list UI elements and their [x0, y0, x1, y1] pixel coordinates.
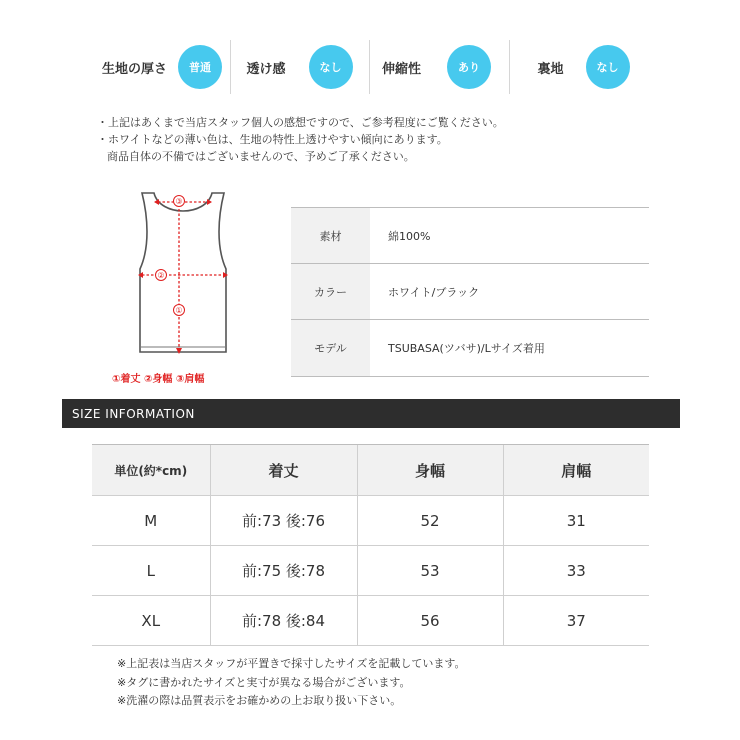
measurement-legend: ①着丈 ②身幅 ③肩幅: [112, 374, 205, 385]
length-value: 前:78 後:84: [210, 596, 357, 646]
spec-value: ホワイト/ブラック: [388, 285, 480, 299]
table-row: [92, 596, 649, 646]
spec-key: カラー: [291, 264, 370, 319]
size-table: [92, 444, 649, 646]
note-line: 商品自体の不備ではございませんので、予めご了承ください。: [107, 150, 415, 163]
note-line: ※洗濯の際は品質表示をお確かめの上お取り扱い下さい。: [117, 694, 402, 707]
size-label: XL: [92, 596, 210, 646]
spec-row-material: [291, 208, 649, 264]
note-line: ・上記はあくまで当店スタッフ個人の感想ですので、ご参考程度にご覧ください。: [97, 116, 504, 129]
fabric-attributes: [90, 38, 648, 96]
header-length: 着丈: [210, 445, 357, 496]
header-unit: 単位(約*cm): [92, 445, 210, 496]
length-value: 前:75 後:78: [210, 546, 357, 596]
table-row: [92, 546, 649, 596]
attr-stretch-label: 伸縮性: [382, 61, 422, 77]
table-row: [92, 496, 649, 546]
size-table-header-row: [92, 445, 649, 496]
size-label: L: [92, 546, 210, 596]
marker-3: ③: [175, 197, 183, 206]
arrow-down-icon: [176, 348, 182, 354]
spec-row-model: [291, 320, 649, 377]
attr-lining-label: 裏地: [537, 61, 564, 77]
size-label: M: [92, 496, 210, 546]
body-width-value: 56: [357, 596, 503, 646]
spec-row-color: [291, 264, 649, 320]
attr-thickness: [90, 38, 230, 96]
body-width-value: 53: [357, 546, 503, 596]
size-information-header: SIZE INFORMATION: [62, 399, 680, 428]
note-line: ※タグに書かれたサイズと実寸が異なる場合がございます。: [117, 675, 411, 689]
spec-table: [291, 207, 649, 377]
spec-value: TSUBASA(ツバサ)/Lサイズ着用: [388, 342, 545, 355]
marker-2: ②: [157, 271, 165, 280]
marker-1: ①: [175, 306, 183, 315]
garment-outline: [140, 193, 226, 352]
spec-value: 綿100%: [388, 229, 431, 243]
attr-transparency: [230, 38, 370, 96]
body-width-value: 52: [357, 496, 503, 546]
attr-transparency-label: 透け感: [246, 61, 286, 77]
notes-bottom: [117, 655, 465, 711]
attr-lining-badge: なし: [586, 45, 630, 89]
spec-key: 素材: [291, 208, 370, 263]
length-value: 前:73 後:76: [210, 496, 357, 546]
header-shoulder-width: 肩幅: [503, 445, 649, 496]
spec-key: モデル: [291, 320, 370, 376]
header-body-width: 身幅: [357, 445, 503, 496]
shoulder-width-value: 33: [503, 546, 649, 596]
measurement-diagram: [128, 187, 238, 387]
shoulder-width-value: 31: [503, 496, 649, 546]
note-line: ※上記表は当店スタッフが平置きで採寸したサイズを記載しています。: [117, 657, 466, 670]
attr-stretch-badge: あり: [447, 45, 491, 89]
attr-thickness-label: 生地の厚さ: [102, 61, 168, 77]
shoulder-width-value: 37: [503, 596, 649, 646]
attr-lining: [509, 38, 649, 96]
tank-top-icon: [128, 187, 238, 387]
attr-thickness-badge: 普通: [178, 45, 222, 89]
attr-transparency-badge: なし: [309, 45, 353, 89]
notes-top: [97, 114, 657, 165]
attr-stretch: [369, 38, 509, 96]
note-line: ・ホワイトなどの薄い色は、生地の特性上透けやすい傾向にあります。: [97, 133, 448, 146]
